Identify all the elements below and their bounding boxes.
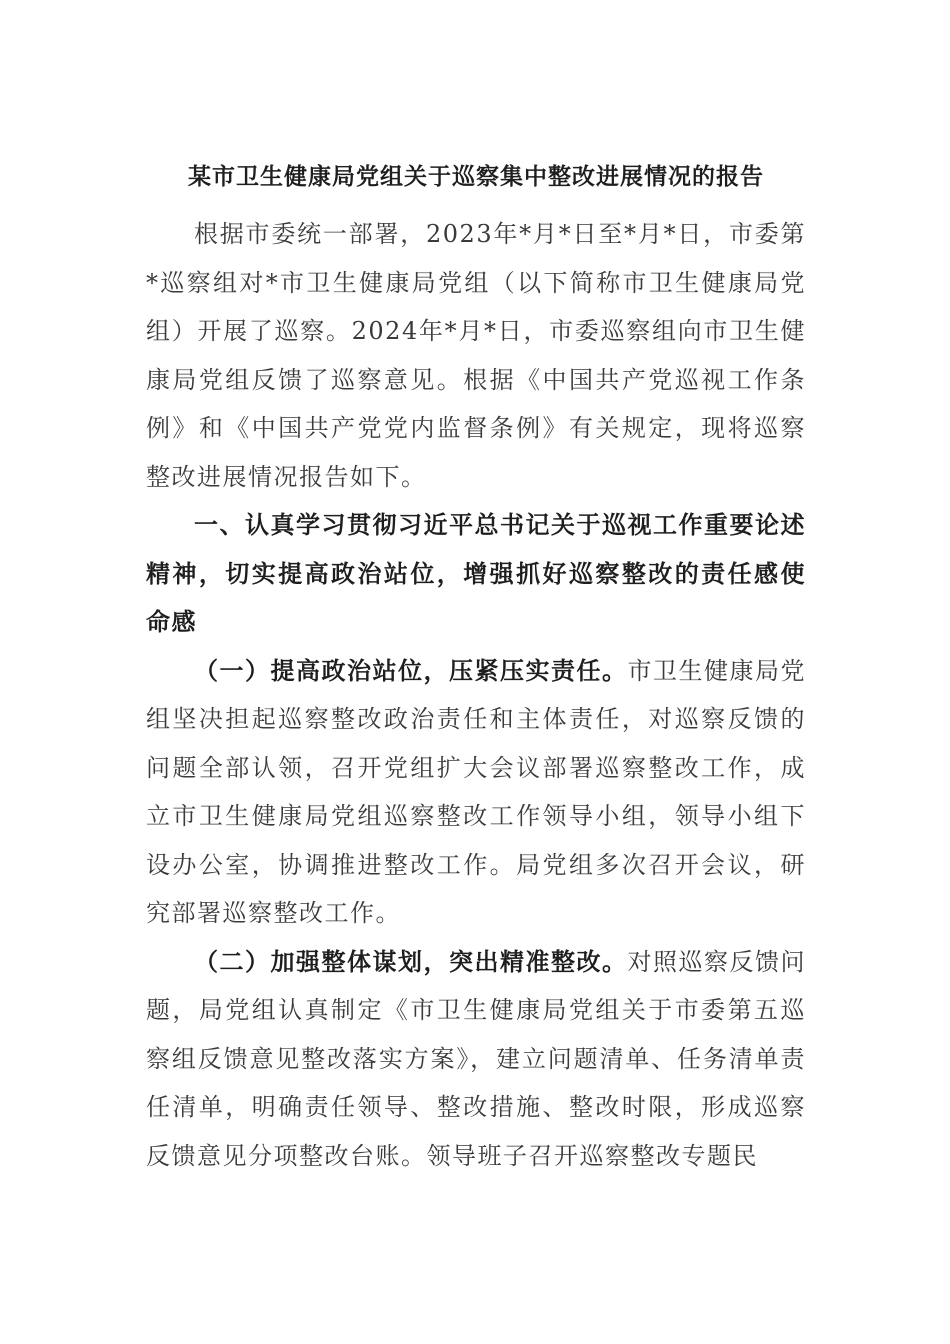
document-title: 某市卫生健康局党组关于巡察集中整改进展情况的报告 — [188, 163, 764, 190]
subsection-paragraph-2 — [146, 938, 806, 1181]
subsection-lead-2: （二）加强整体谋划，突出精准整改。 — [194, 946, 628, 976]
subsection-paragraph-1 — [146, 647, 806, 938]
subsection-body-2: 对照巡察反馈问题，局党组认真制定《市卫生健康局党组关于市委第五巡察组反馈意见整改落实方案》，建立问题清单、任务清单责任清单，明确责任领导、整改措施、整改时限，形成巡察反馈意见分项整改台账。领导班子召开巡察整改专题民 — [146, 947, 806, 1170]
section-heading-1: 一、认真学习贯彻习近平总书记关于巡视工作重要论述精神，切实提高政治站位，增强抓好巡察整改的责任感使命感 — [146, 510, 806, 636]
document-body — [146, 152, 806, 1180]
subsection-lead-1: （一）提高政治站位，压紧压实责任。 — [194, 655, 628, 685]
intro-paragraph: 根据市委统一部署，2023年*月*日至*月*日，市委第*巡察组对*市卫生健康局党组（以下简称市卫生健康局党组）开展了巡察。2024年*月*日，市委巡察组向市卫生健康局党组反馈了巡察意见。根据《中国共产党巡视工作条例》和《中国共产党党内监督条例》有关规定，现将巡察整改进展情况报告如下。 — [146, 220, 806, 491]
subsection-body-1: 市卫生健康局党组坚决担起巡察整改政治责任和主体责任，对巡察反馈的问题全部认领，召开党组扩大会议部署巡察整改工作，成立市卫生健康局党组巡察整改工作领导小组，领导小组下设办公室，协调推进整改工作。局党组多次召开会议，研究部署巡察整改工作。 — [146, 656, 806, 927]
